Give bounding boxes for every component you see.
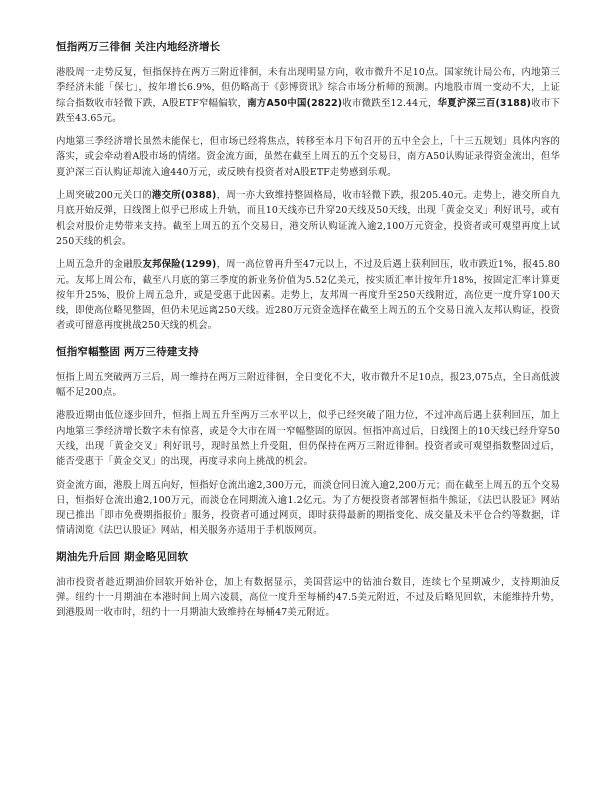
paragraph: 恒指上周五突破两万三后，周一维持在两万三附近徘徊，全日变化不大，收市微升不足10点，报23,075点，全日高低波幅不足200点。	[56, 371, 560, 399]
section-1	[56, 40, 560, 334]
paragraph: 内地第三季经济增长虽然未能保七，但市场已经将焦点，转移至本月下旬召开的五中全会上，「十三五规划」具体内容的落实，或会牵动着A股市场的情绪。资金流方面，虽然在截至上周五的五个交易日，南方A50认购证录得资金流出，但华夏沪深三百认购证却流入逾440万元，或反映有投资者对A股ETF走势感到乐观。	[56, 136, 560, 178]
section-title: 恒指两万三徘徊 关注内地经济增长	[56, 41, 221, 53]
section-3	[56, 550, 560, 621]
paragraph: 上周突破200元关口的港交所(0388)，周一亦大致维持整固格局，收市轻微下跌，报205.40元。走势上，港交所自九月底开始反弹，日线图上似乎已形成上升轨，而且10天线亦已升穿20天线及50天线，出现「黄金交叉」利好讯号，或有机会对股价走势带来支持。截至上周五的五个交易日，港交所认购证流入逾2,100万元资金，投资者或可观望再度上试250天线的机会。	[56, 190, 560, 247]
section-title: 恒指窄幅整固 两万三待建支持	[56, 345, 199, 358]
stock-ref-a50: 南方A50中国(2822)	[247, 97, 343, 109]
paragraph: 资金流方面，港股上周五向好，恒指好仓流出逾2,300万元，而淡仓同日流入逾2,200万元；而在截至上周五的五个交易日，恒指好仓流出逾2,100万元，而淡仓在同期流入逾1.2亿元。为了方便投资者部署恒指牛熊证，《法巴认股证》网站现已推出「即市免费期指报价」服务，投资者可通过网页，即时获得最新的期指变化、成交量及未平仓合约等数据，详情请浏览《法巴认股证》网站，相关服务亦适用于手机版网页。	[56, 479, 560, 537]
stock-ref-aia: 友邦保险(1299)	[142, 259, 217, 271]
stock-ref-csi300: 华夏沪深三百(3188)	[437, 97, 532, 109]
section-title: 期油先升后回 期金略见回软	[56, 550, 189, 563]
paragraph: 港股近期由低位逐步回升，恒指上周五升至两万三水平以上，似乎已经突破了阻力位，不过冲高后遇上获利回压，加上内地第三季经济增长数字未有惊喜，或是令大市在周一窄幅整固的原因。恒指冲高过后，日线图上的10天线已经升穿50天线，出现「黄金交叉」利好讯号，现时虽然上升受阻，但仍保持在两万三附近徘徊。投资者或可观望指数整固过后，能否受惠于「黄金交叉」的出现，再度寻求向上挑战的机会。	[56, 410, 560, 468]
paragraph: 港股周一走势反复，恒指保持在两万三附近徘徊，未有出现明显方向，收市微升不足10点。国家统计局公布，内地第三季经济未能「保七」，按年增长6.9%，但仍略高于《彭博资讯》综合市场分析师的预测。内地股市周一变动不大，上证综合指数收市轻微下跌，A股ETF窄幅偏软，南方A50中国(2822)收市微跌至12.44元，华夏沪深三百(3188)收市下跌至43.65元。	[56, 67, 561, 124]
document-page	[56, 40, 560, 629]
paragraph: 上周五急升的金融股友邦保险(1299)，周一高位曾再升至47元以上，不过及后遇上获利回压，收市跌近1%，报45.80元。友邦上周公布，截至八月底的第三季度的新业务价值为5.52亿美元，按实质汇率计按年升18%，按固定汇率计算更按年升25%，股价上周五急升，或是受惠于此因素。走势上，友邦周一再度升至250天线附近，高位更一度升穿100天线，即使高位略见整固，但仍未见远离250天线。近280万元资金选择在截至上周五的五个交易日流入友邦认购证，投资者或可留意再度挑战250天线的机会。	[56, 259, 560, 332]
paragraph: 油市投资者趁近期油价回软开始补仓，加上有数据显示，美国营运中的钻油台数目，连续七个星期减少，支持期油反弹。纽约十一月期油在本港时间上周六凌晨，高位一度升至每桶约47.5美元附近，不过及后略见回软，未能维持升势，到港股周一收市时，纽约十一月期油大致维持在每桶47美元附近。	[56, 576, 560, 619]
section-2	[56, 345, 560, 539]
stock-ref-hkex: 港交所(0388)	[151, 190, 217, 202]
